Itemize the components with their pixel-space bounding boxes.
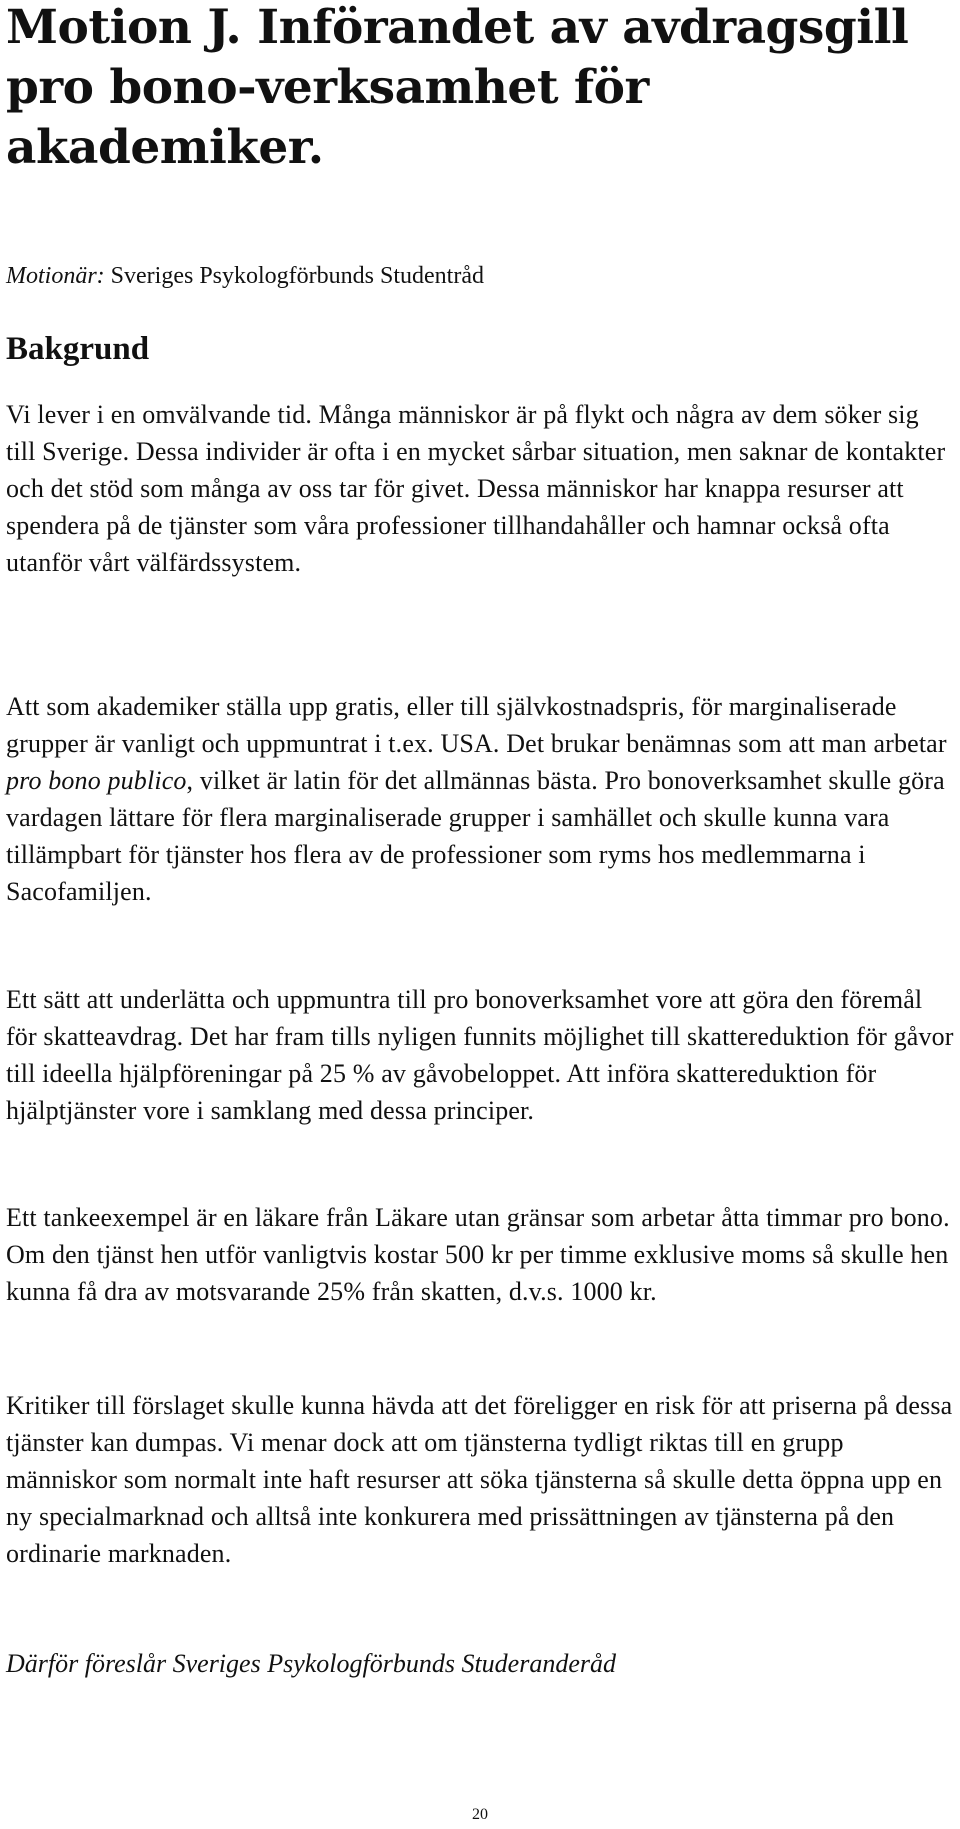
paragraph-background-5: Kritiker till förslaget skulle kunna hävda att det föreligger en risk för att priserna på dessa tjänster kan dumpas. Vi menar dock att om tjänsterna tydligt riktas till en grupp människor som normalt inte haft resurser att söka tjänsterna så skulle detta öppna upp en ny specialmarknad och alltså inte konkurera med prissättningen av tjänsterna på den ordinarie marknaden. xyxy=(6,1391,953,1568)
paragraph-background-1: Vi lever i en omvälvande tid. Många människor är på flykt och några av dem söker sig till Sverige. Dessa individer är ofta i en mycket sårbar situation, men saknar de kontakter och det stöd som många av oss tar för givet. Dessa människor har knappa resurser att spendera på de tjänster som våra professioner tillhandahåller och hamnar också ofta utanför vårt välfärdssystem. xyxy=(6,400,946,577)
byline xyxy=(6,261,484,291)
paragraph-background-3: Ett sätt att underlätta och uppmuntra till pro bonoverksamhet vore att göra den föremål för skatteavdrag. Det har fram tills nyligen funnits möjlighet till skattereduktion för gåvor till ideella hjälpföreningar på 25 % av gåvobeloppet. Att införa skattereduktion för hjälptjänster vore i samklang med dessa principer. xyxy=(6,985,954,1125)
page-title: Motion J. Införandet av avdragsgill pro bono-verksamhet för akademiker. xyxy=(6,0,909,175)
page-number: 20 xyxy=(472,1806,488,1823)
paragraph-2-latin-term: pro bono publico xyxy=(6,766,187,795)
byline-label: Motionär: xyxy=(6,263,105,289)
section-heading: Bakgrund xyxy=(6,331,150,367)
byline-value: Sveriges Psykologförbunds Studentråd xyxy=(110,263,484,289)
paragraph-background-4: Ett tankeexempel är en läkare från Läkare utan gränsar som arbetar åtta timmar pro bono. Om den tjänst hen utför vanligtvis kostar 500 kr per timme exklusive moms så skulle hen kunna få dra av motsvarande 25% från skatten, d.v.s. 1000 kr. xyxy=(6,1203,950,1306)
paragraph-background-2 xyxy=(6,688,954,910)
paragraph-2-text-end: , vilket är latin för det allmännas bästa. Pro bonoverksamhet skulle göra vardagen lättare för flera marginaliserade grupper i samhället och skulle kunna vara tillämpbart för tjänster hos flera av de professioner som ryms hos medlemmarna i Sacofamiljen. xyxy=(6,766,945,906)
paragraph-2-text-start: Att som akademiker ställa upp gratis, eller till självkostnadspris, för marginaliserade grupper är vanligt och uppmuntrat i t.ex. USA. Det brukar benämnas som att man arbetar xyxy=(6,692,947,758)
closing-statement: Därför föreslår Sveriges Psykologförbunds Studeranderåd xyxy=(6,1649,616,1678)
